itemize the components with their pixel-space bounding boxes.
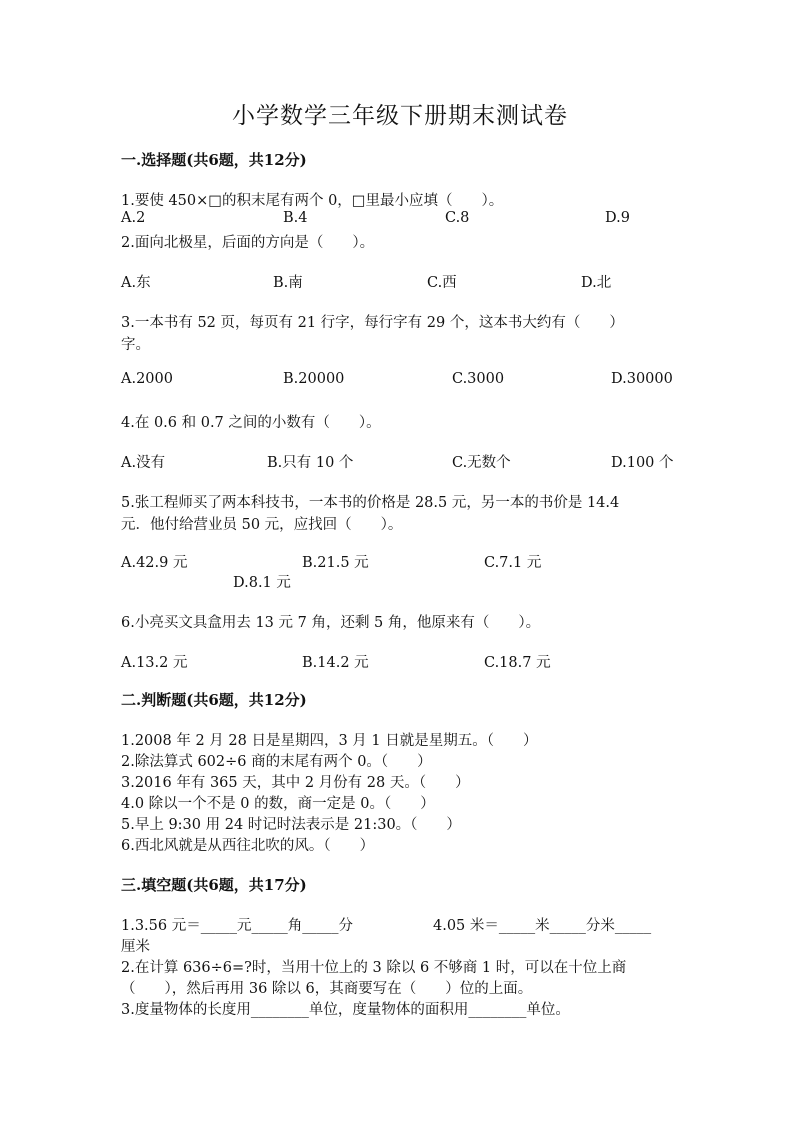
section-heading-multiple-choice: 一.选择题(共6题，共12分): [121, 151, 307, 169]
option-b: B.21.5 元: [302, 555, 369, 571]
option-b: B.4: [283, 210, 308, 226]
fill-question: 3.度量物体的长度用________单位，度量物体的面积用________单位。: [121, 1002, 570, 1018]
section-heading-true-false: 二.判断题(共6题，共12分): [121, 691, 307, 709]
page-title: 小学数学三年级下册期末测试卷: [232, 103, 568, 129]
option-d: D.8.1 元: [233, 575, 291, 591]
tf-question: 2.除法算式 602÷6 商的末尾有两个 0。（ ）: [121, 754, 432, 770]
question-text: 5.张工程师买了两本科技书，一本书的价格是 28.5 元，另一本的书价是 14.4: [121, 495, 620, 511]
option-d: D.北: [581, 275, 612, 291]
question-text: 1.要使 450×□的积末尾有两个 0，□里最小应填（ ）。: [121, 193, 504, 209]
option-d: D.30000: [611, 371, 673, 387]
question-text-continued: 元．他付给营业员 50 元，应找回（ ）。: [121, 517, 403, 533]
option-b: B.14.2 元: [302, 655, 369, 671]
question-text: 4.在 0.6 和 0.7 之间的小数有（ ）。: [121, 415, 381, 431]
tf-question: 6.西北风就是从西往北吹的风。（ ）: [121, 838, 375, 854]
option-c: C.8: [445, 210, 470, 226]
option-c: C.18.7 元: [484, 655, 551, 671]
option-c: C.3000: [452, 371, 505, 387]
question-text: 3.一本书有 52 页，每页有 21 行字，每行字有 29 个，这本书大约有（ ）: [121, 315, 624, 331]
question-text-continued: 字。: [121, 337, 150, 353]
fill-question: 1.3.56 元＝_____元_____角_____分: [121, 918, 353, 934]
tf-question: 4.0 除以一个不是 0 的数，商一定是 0。（ ）: [121, 796, 435, 812]
question-text: 2.面向北极星，后面的方向是（ ）。: [121, 235, 375, 251]
fill-question: 4.05 米＝_____米_____分米_____: [433, 918, 652, 934]
option-a: A.2: [121, 210, 146, 226]
option-c: C.无数个: [452, 455, 511, 471]
option-d: D.9: [605, 210, 630, 226]
option-c: C.7.1 元: [484, 555, 542, 571]
option-b: B.20000: [283, 371, 345, 387]
option-d: D.100 个: [611, 455, 674, 471]
tf-question: 1.2008 年 2 月 28 日是星期四，3 月 1 日就是星期五。（ ）: [121, 733, 538, 749]
tf-question: 5.早上 9:30 用 24 时记时法表示是 21:30。（ ）: [121, 817, 461, 833]
section-heading-fill-in: 三.填空题(共6题，共17分): [121, 876, 307, 894]
option-a: A.42.9 元: [121, 555, 188, 571]
option-b: B.只有 10 个: [267, 455, 354, 471]
fill-question: 2.在计算 636÷6=?时，当用十位上的 3 除以 6 不够商 1 时，可以在十位上商: [121, 960, 627, 976]
option-a: A.没有: [121, 455, 166, 471]
tf-question: 3.2016 年有 365 天，其中 2 月份有 28 天。（ ）: [121, 775, 470, 791]
option-a: A.2000: [121, 371, 173, 387]
fill-question-continued: （ ），然后再用 36 除以 6，其商要写在（ ）位的上面。: [121, 981, 533, 997]
fill-question-continued: 厘米: [121, 939, 150, 955]
question-text: 6.小亮买文具盒用去 13 元 7 角，还剩 5 角，他原来有（ ）。: [121, 615, 541, 631]
option-b: B.南: [273, 275, 303, 291]
option-c: C.西: [427, 275, 457, 291]
option-a: A.13.2 元: [121, 655, 188, 671]
option-a: A.东: [121, 275, 151, 291]
